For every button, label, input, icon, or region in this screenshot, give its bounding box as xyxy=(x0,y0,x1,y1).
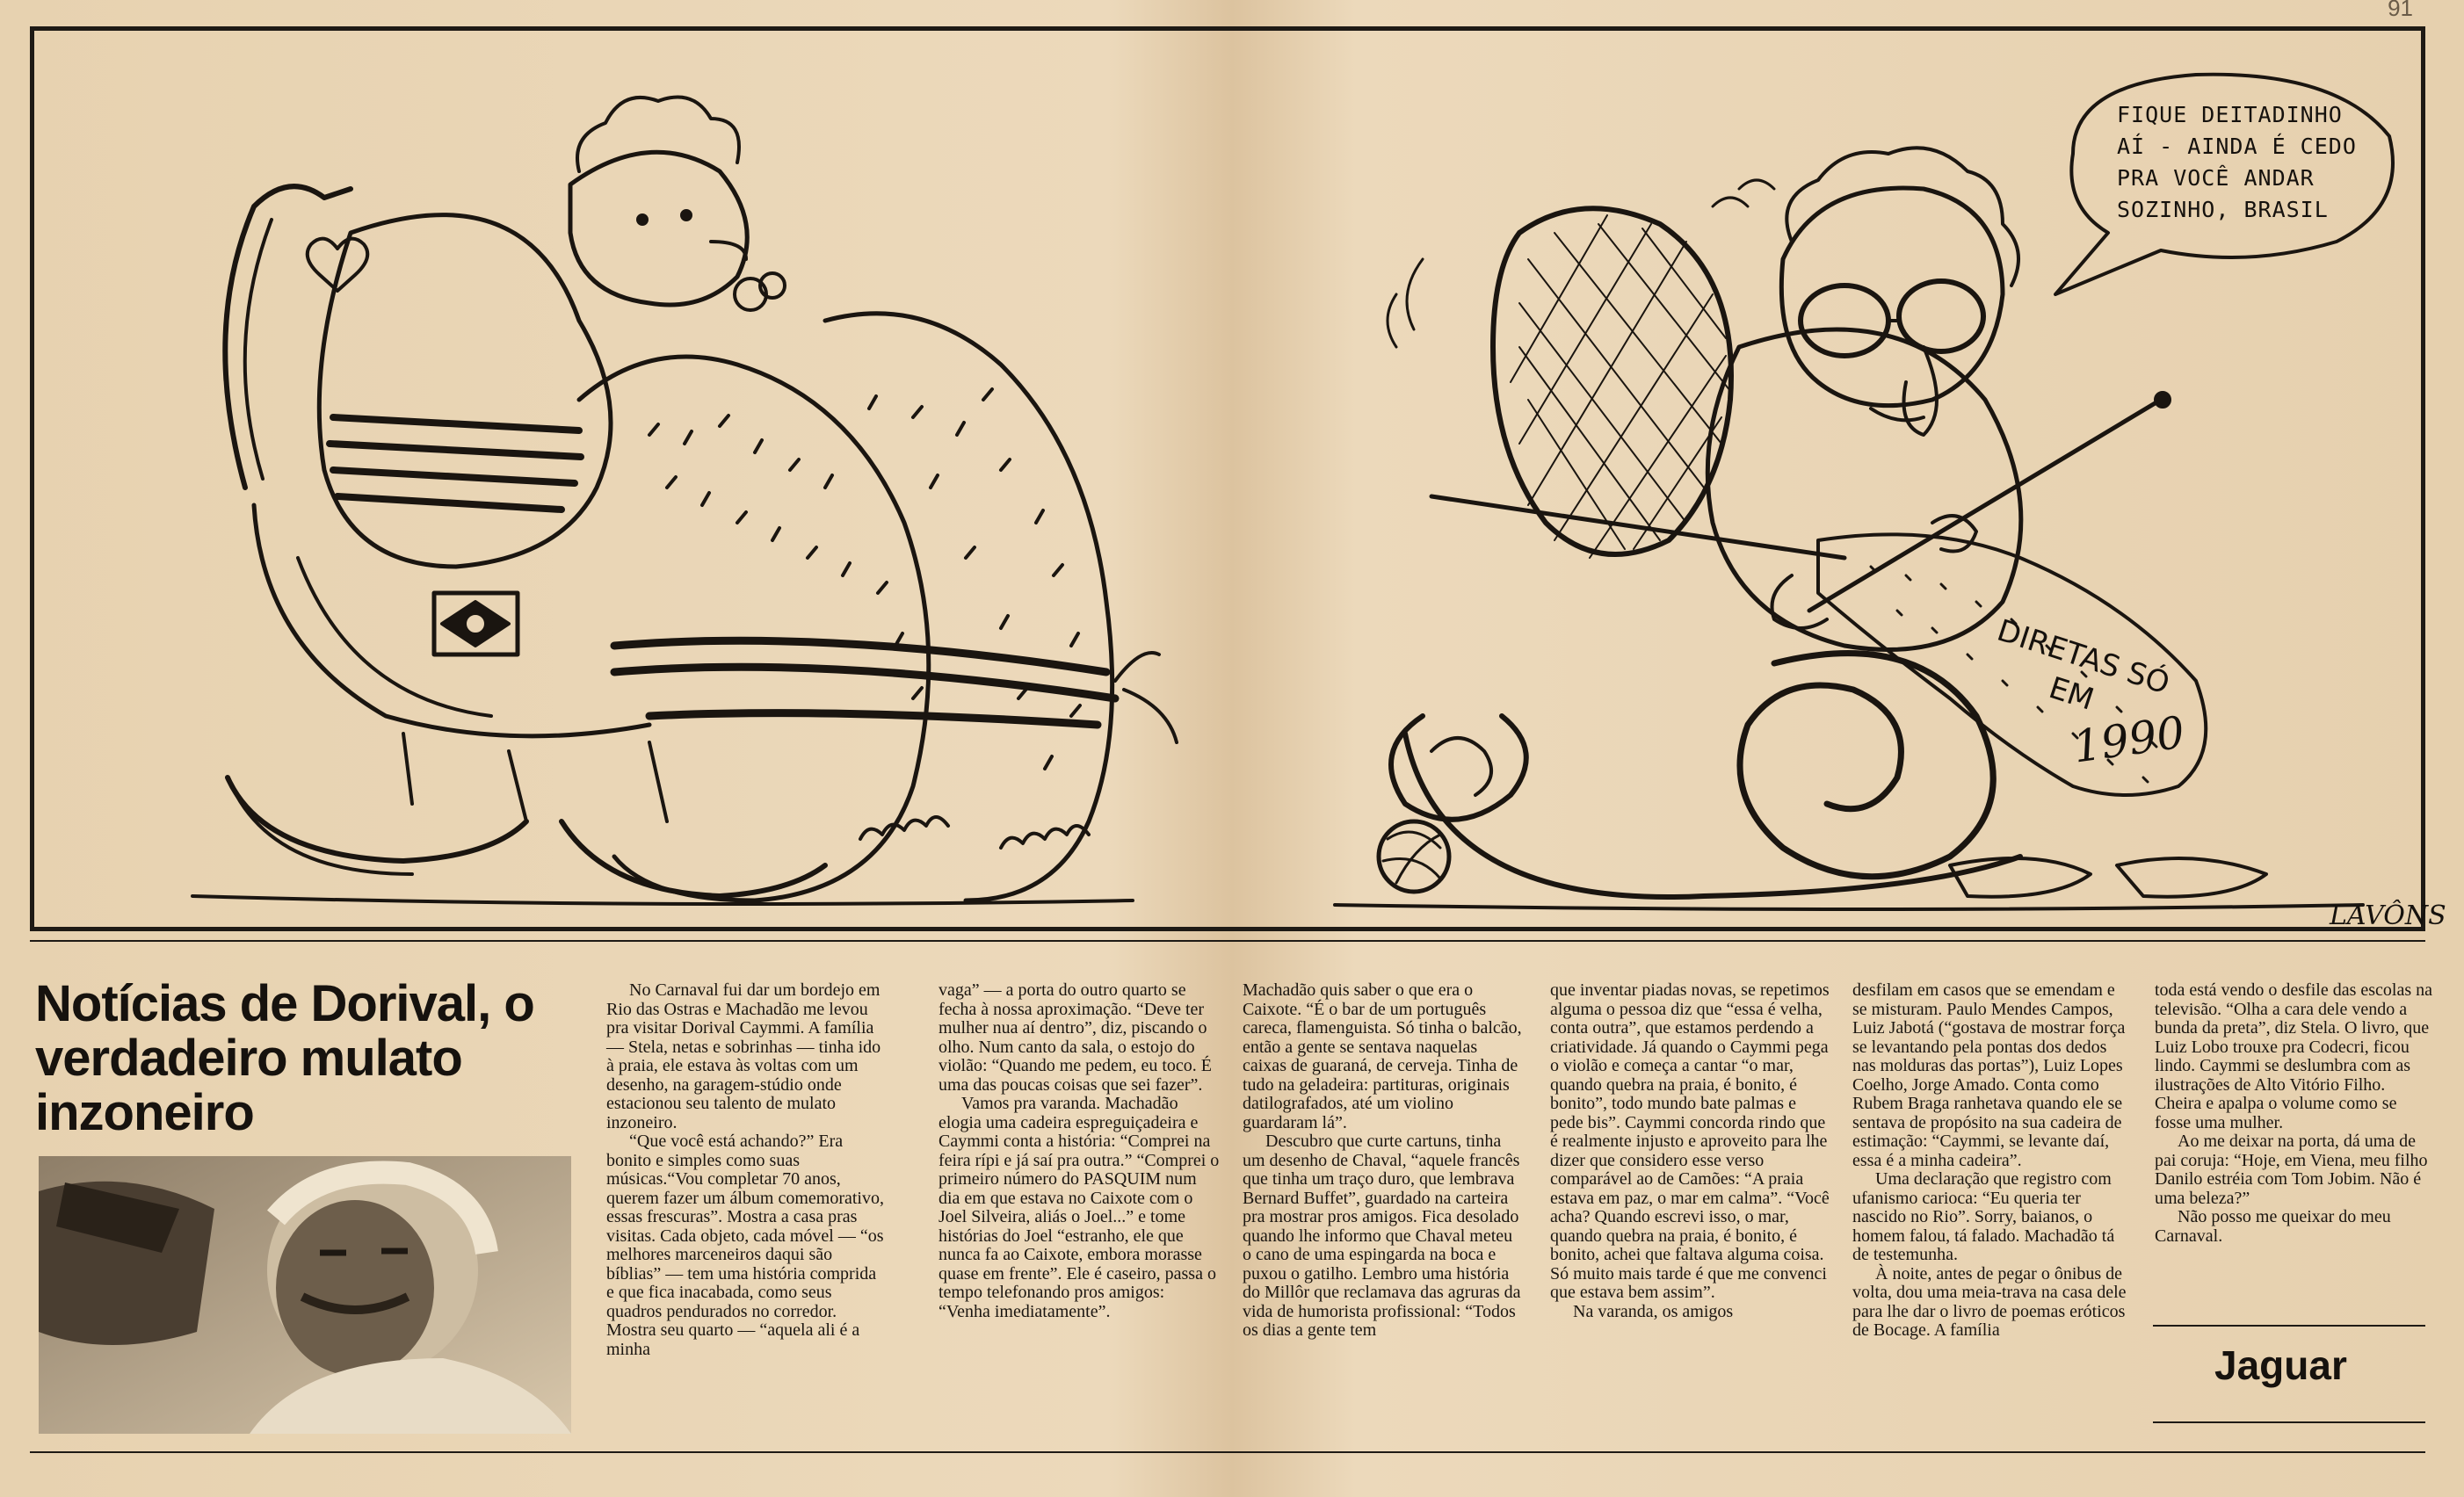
paragraph: vaga” — a porta do outro quarto se fecha à nossa aproximação. “Deve ter mulher nua aí dentro”, diz, piscando o olho. Num canto da sala, o estojo do violão: “Quando me pedem, eu toco. É uma das poucas coisas que sei fazer”. xyxy=(938,980,1213,1095)
cartoon-panel xyxy=(30,26,2446,931)
page-bottom-rule xyxy=(30,1451,2425,1453)
article-author: Jaguar xyxy=(2214,1342,2347,1388)
paragraph: No Carnaval fui dar um bordejo em Rio das Ostras e Machadão me levou pra visitar Dorival Caymmi. A família — Stela, netas e sobrinhas — tinha ido à praia, ele estava às voltas com um desenho, na garagem-stúdio onde estacionou seu talento de mulato inzoneiro. xyxy=(606,980,881,1132)
paragraph: Não posso me queixar do meu Carnaval. xyxy=(2155,1207,2391,1246)
paragraph: Vamos pra varanda. Machadão elogia uma cadeira espreguiçadeira e Caymmi conta a história: “Comprei na feira rípi e já saí pra outra.” “Comprei o primeiro número do PASQUIM num dia em que estava no Caixote com o Joel Silveira, aliás o Joel...” e tome histórias do Joel “estranho, ele que nunca fa ao Caixote, embora morasse quase em frente”. Ele é caseiro, passa o tempo telefonando pros amigos: “Venha imediatamente”. xyxy=(938,1094,1220,1321)
paragraph: À noite, antes de pegar o ônibus de volta, dou uma meia-trava na casa dele para lhe dar o livro de poemas eróticos de Bocage. A família xyxy=(1852,1263,2127,1340)
article-column-6 xyxy=(2155,981,2436,1324)
portrait-illustration xyxy=(39,1156,571,1434)
paragraph: Uma declaração que registro com ufanismo carioca: “Eu queria ter nascido no Rio”. Sorry, baianos, o homem falou, tá falado. Machadão tá de testemunha. xyxy=(1852,1169,2115,1264)
page-number: 91 xyxy=(2388,0,2413,21)
speech-bubble-text: FIQUE DEITADINHO AÍ - AINDA É CEDO PRA VOCÊ ANDAR SOZINHO, BRASIL xyxy=(2117,102,2357,222)
article-column-3 xyxy=(1243,981,1524,1438)
signoff-rule-bottom xyxy=(2153,1421,2425,1423)
paragraph: Machadão quis saber o que era o Caixote. “É o bar de um português careca, flamenguista. Só tinha o balcão, então a gente se sentava naquelas caixas de guaraná, de cerveja. Tinha de tudo na geladeira: partituras, originais datilografados, até um violino guardaram lá”. xyxy=(1243,980,1522,1132)
knitting-year: 1990 xyxy=(2069,706,2188,773)
section-rule xyxy=(30,940,2425,942)
paragraph: Na varanda, os amigos xyxy=(1573,1301,1734,1321)
paragraph: Ao me deixar na porta, dá uma de pai coruja: “Hoje, em Viena, meu filho Danilo estréia com Tom Jobim. Não é uma beleza?” xyxy=(2155,1132,2428,1208)
paragraph: que inventar piadas novas, se repetimos alguma o pessoa diz que “essa é velha, conta outra”, que estamos perdendo a criatividade. Já quando o Caymmi pega o violão e começa a cantar “o mar, quando quebra na praia, é bonito, é bonito”, todo mundo bate palmas e pede bis”. Caymmi concorda rindo que é realmente injusto e aproveito para lhe dizer que considero esse verso comparável ao de Camões: “A praia estava em paz, o mar em calma”. “Você acha? Quando escrevi isso, o mar, quando quebra na praia, é bonito, é bonito, achei que faltava alguma coisa. Só muito mais tarde é que me convenci que estava bem assim”. xyxy=(1550,980,1830,1302)
artist-signature: LAVÔNS xyxy=(2330,900,2446,931)
cartoon-illustration xyxy=(34,31,2421,927)
knitting-text: DIRETAS SÓ EM xyxy=(1992,612,2174,718)
article-column-1 xyxy=(606,981,888,1438)
article-column-2 xyxy=(938,981,1220,1438)
paragraph: Descubro que curte cartuns, tinha um desenho de Chaval, “aquele francês que tinha um traço duro, que lembrava Bernard Buffet”, guardado na carteira pra mostrar pros amigos. Fica desolado quando lhe informo que Chaval meteu o cano de uma espingarda na boca e puxou o gatilho. Lembro uma história do Millôr que reclamava das agruras da vida de humorista profissional: “Todos os dias a gente tem xyxy=(1243,1132,1521,1340)
article-column-5 xyxy=(1852,981,2134,1438)
article-headline: Notícias de Dorival, o verdadeiro mulato inzoneiro xyxy=(35,975,534,1141)
paragraph: toda está vendo o desfile das escolas na televisão. “Olha a cara dele vendo a bunda da preta”, diz Stela. O livro, que Luiz Lobo trouxe pra Codecri, ficou lindo. Caymmi se deslumbra com as ilustrações de Alto Vitório Filho. Cheira e apalpa o volume como se fosse uma mulher. xyxy=(2155,980,2433,1132)
paragraph: desfilam em casos que se emendam e se misturam. Paulo Mendes Campos, Luiz Jabotá (“gostava de mostrar força se levantando pela pontas dos dedos nas molduras das portas”), Luiz Lopes Coelho, Jorge Amado. Conta como Rubem Braga ranhetava quando ele se sentava de propósito na sua cadeira de estimação: “Caymmi, se levante daí, essa é a minha cadeira”. xyxy=(1852,980,2126,1170)
signoff-rule-top xyxy=(2153,1325,2425,1327)
paragraph: “Que você está achando?” Era bonito e simples como suas músicas.“Vou completar 70 anos, querem fazer um álbum comemorativo, essas frescuras”. Mostra a casa pras visitas. Cada objeto, cada móvel — “os melhores marceneiros daqui são bíblias” — tem uma história comprida e que fica inacabada, como seus quadros pendurados no corredor. Mostra seu quarto — “aquela ali é a minha xyxy=(606,1132,884,1359)
portrait-photo xyxy=(39,1156,571,1434)
article-column-4 xyxy=(1550,981,1831,1438)
